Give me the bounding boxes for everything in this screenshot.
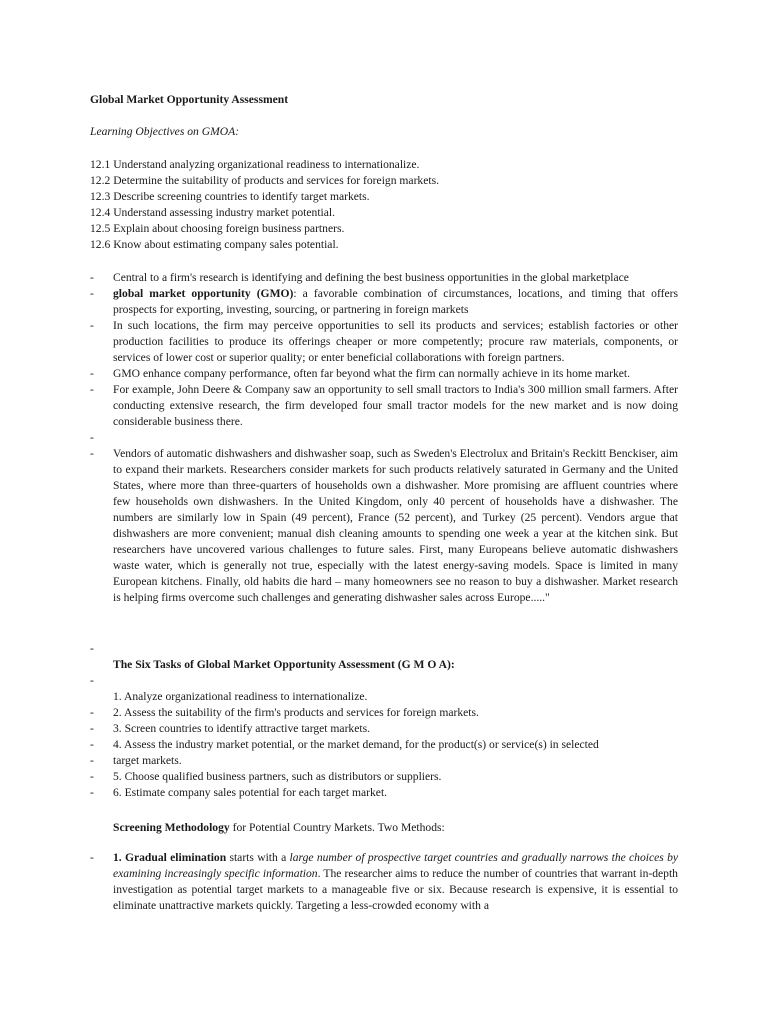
task-item — [90, 737, 678, 753]
bullet-text: Vendors of automatic dishwashers and dishwasher soap, such as Sweden's Electrolux and Britain's Reckitt Benckiser, aim to expand their markets. Researchers consider markets for such products relatively saturated in Germany and the United States, where more than three-quarters of households own a dishwasher. More promising are affluent countries where few households own dishwashers. In the United Kingdom, only 40 percent of households have a dishwasher. The numbers are similarly low in Spain (49 percent), France (52 percent), and Turkey (25 percent). Vendors argue that dishwashers are more convenient; manual dish cleaning amounts to spending one week a year at the kitchen sink. But researchers have uncovered various challenges to future sales. First, many Europeans believe automatic dishwashers waste water, which is generally not true, especially with the latest energy-saving models. Space is limited in many European kitchens. Finally, old habits die hard – many homeowners see no reason to buy a dishwasher. Market research is helping firms overcome such challenges and generating dishwasher sales across Europe....." — [113, 447, 678, 604]
gradual-elimination-section — [90, 850, 678, 914]
task-text: target markets. — [113, 754, 182, 767]
bullet-dash: - — [90, 287, 94, 300]
bullet-dash: - — [90, 738, 94, 751]
bullet-dash: - — [90, 770, 94, 783]
gradual-text-part: starts with a — [226, 851, 290, 864]
task-item — [90, 705, 678, 721]
bullet-dash: - — [90, 431, 94, 444]
bullet-dash: - — [90, 706, 94, 719]
objective-item: 12.3 Describe screening countries to identify target markets. — [90, 190, 370, 203]
gradual-elimination-term: 1. Gradual elimination — [113, 851, 227, 864]
task-item — [90, 721, 678, 737]
objectives-list — [90, 157, 439, 253]
gradual-elimination-text — [113, 850, 678, 914]
screening-methodology-bold: Screening Methodology — [113, 821, 230, 834]
objective-item: 12.6 Know about estimating company sales potential. — [90, 238, 339, 251]
six-tasks-section — [90, 641, 678, 801]
task-text: 6. Estimate company sales potential for each target market. — [113, 786, 388, 799]
bullet-text: GMO enhance company performance, often far beyond what the firm can normally achieve in its home market. — [113, 367, 631, 380]
bullet-item-empty — [90, 673, 678, 689]
bullet-item — [90, 446, 678, 606]
bullet-item-empty — [90, 641, 678, 657]
task-item — [90, 785, 678, 801]
task-text: 2. Assess the suitability of the firm's products and services for foreign markets. — [113, 706, 479, 719]
bullet-item — [90, 382, 678, 430]
bullet-dash: - — [90, 367, 94, 380]
objective-item: 12.5 Explain about choosing foreign business partners. — [90, 222, 345, 235]
bullet-text: For example, John Deere & Company saw an opportunity to sell small tractors to India's 300 million small farmers. After conducting extensive research, the firm developed four small tractor models for the new market and is now doing considerable business there. — [113, 383, 678, 428]
bullet-text — [113, 286, 678, 318]
bullet-text: Central to a firm's research is identifying and defining the best business opportunities in the global marketplace — [113, 271, 629, 284]
bullet-item — [90, 318, 678, 366]
bullet-dash: - — [90, 754, 94, 767]
gradual-italic-text: large number of prospective target countries and gradually narrows the choices by examining increasingly specific information — [113, 851, 679, 880]
bullet-item — [90, 270, 678, 286]
bullet-item-empty — [90, 430, 678, 446]
six-tasks-heading-row — [90, 657, 678, 673]
objective-item: 12.1 Understand analyzing organizational readiness to internationalize. — [90, 158, 420, 171]
task-text: 4. Assess the industry market potential, or the market demand, for the product(s) or service(s) in selected — [113, 738, 599, 751]
task-text: 1. Analyze organizational readiness to internationalize. — [113, 690, 368, 703]
bullet-dash: - — [90, 447, 94, 460]
bullet-dash: - — [90, 722, 94, 735]
bullet-dash: - — [90, 674, 94, 687]
screening-methodology-rest: for Potential Country Markets. Two Methods: — [229, 821, 445, 834]
task-text: 3. Screen countries to identify attractive target markets. — [113, 722, 371, 735]
objective-item: 12.2 Determine the suitability of products and services for foreign markets. — [90, 174, 440, 187]
bullet-dash: - — [90, 786, 94, 799]
bullet-dash: - — [90, 851, 94, 864]
bullet-text: In such locations, the firm may perceive opportunities to sell its products and services; establish factories or other production facilities to produce its offerings cheaper or more competently; procure raw materials, components, or services of lower cost or superior quality; or enter beneficial collaborations with foreign partners. — [113, 319, 678, 364]
bullet-item — [90, 366, 678, 382]
task-text: 5. Choose qualified business partners, such as distributors or suppliers. — [113, 770, 442, 783]
bullet-dash: - — [90, 319, 94, 332]
bullet-dash: - — [90, 642, 94, 655]
screening-methodology-line — [113, 820, 445, 836]
six-tasks-heading: The Six Tasks of Global Market Opportunity Assessment (G M O A): — [113, 658, 455, 671]
gmo-definition: : a favorable combination of circumstances, locations, and timing that offers prospects for exporting, investing, sourcing, or partnering in foreign markets — [113, 287, 678, 316]
gmo-bullet-list — [90, 270, 678, 606]
task-item — [90, 769, 678, 785]
learning-objectives-subtitle: Learning Objectives on GMOA: — [90, 125, 240, 138]
gmo-term: global market opportunity (GMO) — [113, 287, 294, 300]
bullet-item — [90, 850, 678, 914]
document-title: Global Market Opportunity Assessment — [90, 93, 289, 106]
bullet-item — [90, 286, 678, 318]
task-item — [90, 689, 678, 705]
task-item — [90, 753, 678, 769]
bullet-dash: - — [90, 383, 94, 396]
gradual-text-part: . The researcher aims to reduce the number of countries that warrant in-depth investigation as potential target markets to a manageable five or six. Because research is expensive, it is essential to eliminate unattractive markets quickly. Targeting a less-crowded economy with a — [113, 867, 678, 912]
objective-item: 12.4 Understand assessing industry market potential. — [90, 206, 336, 219]
bullet-dash: - — [90, 271, 94, 284]
